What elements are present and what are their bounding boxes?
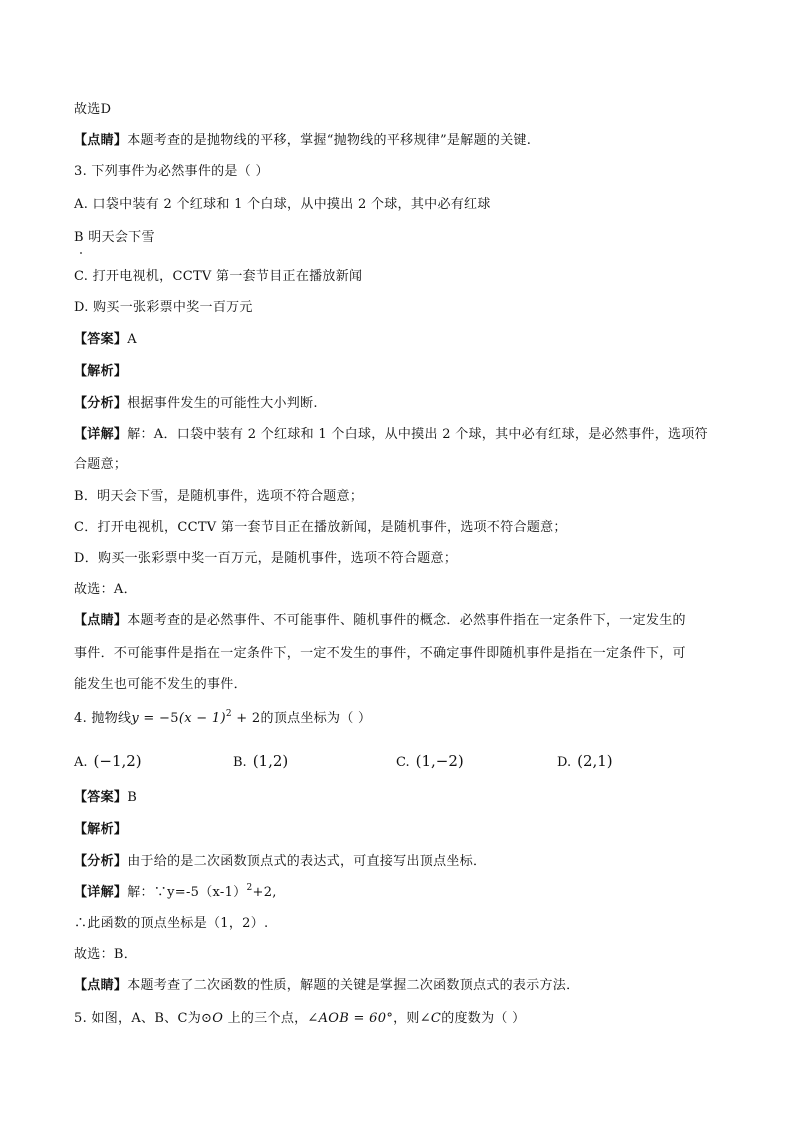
- option-d: [557, 752, 613, 772]
- option-label: C.: [396, 755, 410, 770]
- option-b: [233, 752, 288, 772]
- angle-expr: ∠C: [419, 1011, 442, 1026]
- section-tag: 【答案】: [74, 790, 128, 805]
- text-line: 故选D: [74, 102, 112, 117]
- option-label: D.: [557, 755, 572, 770]
- math-expr: = −5: [139, 711, 179, 726]
- text-content: 根据事件发生的可能性大小判断.: [127, 396, 318, 411]
- text-line: 事件．不可能事件是指在一定条件下，一定不发生的事件，不确定事件即随机事件是指在一定条件下，可: [74, 646, 686, 661]
- text-content: 本题考查的是必然事件、不可能事件、随机事件的概念．必然事件指在一定条件下，一定发生的: [127, 613, 686, 628]
- math-var: y: [131, 711, 139, 726]
- text-content: ，则: [393, 1011, 420, 1026]
- text-content: 的顶点坐标为（ ）: [260, 711, 372, 726]
- option-c: [396, 752, 464, 772]
- section-tag: 【分析】: [74, 854, 128, 869]
- section-tag: 【答案】: [74, 332, 128, 347]
- remark-line: [74, 612, 686, 630]
- section-tag: 【点睛】: [74, 613, 128, 628]
- math-exponent: 2: [225, 709, 232, 719]
- section-tag: 【详解】: [74, 427, 128, 442]
- math-exponent: 2: [246, 883, 253, 893]
- math-expr: (x − 1): [178, 711, 226, 726]
- circle-symbol: ⊙O: [201, 1011, 224, 1026]
- option-a: A. 口袋中装有 2 个红球和 1 个白球，从中摸出 2 个球，其中必有红球: [74, 197, 491, 212]
- option-value: (−1,2): [93, 752, 142, 770]
- text-content: +2,: [252, 885, 277, 900]
- text-content: 的度数为（ ）: [441, 1011, 526, 1026]
- text-content: 解：A．口袋中装有 2 个红球和 1 个白球，从中摸出 2 个球，其中必有红球，是必然事件，选项符: [127, 427, 708, 442]
- option-b: B 明天会下雪: [74, 230, 155, 245]
- option-c: C. 打开电视机，CCTV 第一套节目正在播放新闻: [74, 269, 363, 284]
- option-value: (1,2): [252, 752, 289, 770]
- text-content: 本题考查了二次函数的性质，解题的关键是掌握二次函数顶点式的表示方法．: [127, 978, 580, 993]
- stray-dot: [80, 252, 82, 254]
- angle-expr: ∠AOB = 60°: [307, 1011, 394, 1026]
- text-content: 由于给的是二次函数顶点式的表达式，可直接写出顶点坐标．: [127, 854, 487, 869]
- remark-line: [74, 977, 579, 995]
- text-line: 故选：B．: [74, 947, 138, 962]
- section-tag: 【解析】: [74, 364, 128, 379]
- option-d: D. 购买一张彩票中奖一百万元: [74, 300, 253, 315]
- text-content: 本题考查的是抛物线的平移，掌握“抛物线的平移规律”是解题的关键.: [127, 133, 532, 148]
- answer-line: [74, 789, 137, 807]
- section-tag: 【解析】: [74, 822, 128, 837]
- section-tag: 【点睛】: [74, 978, 128, 993]
- answer-line: [74, 331, 137, 349]
- answer-value: B: [127, 790, 138, 805]
- analysis-line: [74, 395, 318, 413]
- text-line: ∴此函数的顶点坐标是（1，2）.: [74, 916, 269, 931]
- text-line: 合题意；: [74, 457, 128, 472]
- text-line: B．明天会下雪，是随机事件，选项不符合题意；: [74, 489, 364, 504]
- option-value: (2,1): [577, 752, 613, 770]
- analysis-line: [74, 853, 486, 871]
- text-line: [74, 132, 531, 150]
- math-expr: + 2: [231, 711, 261, 726]
- answer-value: A: [127, 332, 137, 347]
- option-label: A.: [74, 755, 88, 770]
- question-stem: [74, 710, 371, 728]
- section-tag: 【点睛】: [74, 133, 128, 148]
- detail-line: [74, 884, 277, 902]
- text-content: 5. 如图，A、B、C为: [74, 1011, 202, 1026]
- detail-line: [74, 426, 708, 444]
- text-content: 上的三个点，: [223, 1011, 308, 1026]
- text-content: 4. 抛物线: [74, 711, 132, 726]
- text-line: D．购买一张彩票中奖一百万元，是随机事件，选项不符合题意；: [74, 551, 458, 566]
- option-a: [74, 752, 142, 772]
- option-label: B.: [233, 755, 247, 770]
- option-value: (1,−2): [415, 752, 464, 770]
- text-line: C．打开电视机，CCTV 第一套节目正在播放新闻，是随机事件，选项不符合题意；: [74, 520, 567, 535]
- question-stem: [74, 1010, 525, 1028]
- section-tag: 【分析】: [74, 396, 128, 411]
- text-line: 能发生也可能不发生的事件．: [74, 677, 247, 692]
- section-tag: 【详解】: [74, 885, 128, 900]
- text-line: 故选：A．: [74, 582, 137, 597]
- question-stem: 3. 下列事件为必然事件的是（ ）: [74, 164, 269, 179]
- text-content: 解：∵y=-5（x-1）: [127, 885, 247, 900]
